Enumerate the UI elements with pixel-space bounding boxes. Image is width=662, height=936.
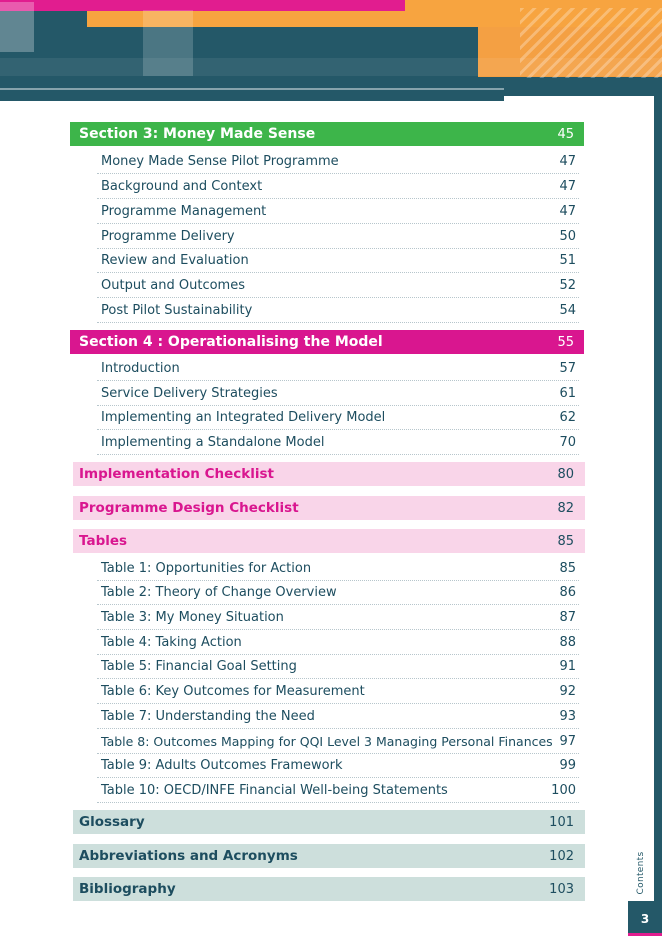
heading-page: 101 xyxy=(549,814,574,830)
section-title: Section 4 : Operationalising the Model xyxy=(79,334,383,350)
entry-page: 61 xyxy=(559,385,576,401)
section-3-heading[interactable] xyxy=(70,122,584,146)
heading-page: 80 xyxy=(557,466,574,482)
entry-page: 91 xyxy=(559,658,576,674)
entry-page: 57 xyxy=(559,360,576,376)
section-page: 55 xyxy=(557,334,574,350)
heading-label: Programme Design Checklist xyxy=(79,500,299,516)
toc-entry[interactable] xyxy=(97,430,579,455)
entry-page: 47 xyxy=(559,178,576,194)
entry-page: 50 xyxy=(559,228,576,244)
entry-page: 54 xyxy=(559,302,576,318)
heading-page: 85 xyxy=(557,533,574,549)
toc-entry[interactable] xyxy=(97,778,579,803)
entry-label: Table 3: My Money Situation xyxy=(101,609,284,625)
entry-page: 85 xyxy=(559,560,576,576)
entry-label: Table 4: Taking Action xyxy=(101,634,242,650)
entry-page: 47 xyxy=(559,153,576,169)
entry-page: 93 xyxy=(559,708,576,724)
bibliography-heading[interactable] xyxy=(73,877,585,901)
toc-entry[interactable] xyxy=(97,381,579,406)
contents-label: Contents xyxy=(636,851,646,895)
tables-heading[interactable] xyxy=(73,529,585,553)
entry-label: Review and Evaluation xyxy=(101,252,249,268)
toc-entry[interactable] xyxy=(97,224,579,249)
toc-entry[interactable] xyxy=(97,630,579,655)
entry-page: 92 xyxy=(559,683,576,699)
toc-entry[interactable] xyxy=(97,753,579,778)
entry-page: 88 xyxy=(559,634,576,650)
programme-design-checklist-heading[interactable] xyxy=(73,496,585,520)
entry-label: Table 5: Financial Goal Setting xyxy=(101,658,297,674)
toc-entry[interactable] xyxy=(97,199,579,224)
toc-entry[interactable] xyxy=(97,405,579,430)
entry-label: Table 2: Theory of Change Overview xyxy=(101,584,337,600)
abbreviations-heading[interactable] xyxy=(73,844,585,868)
toc-entry[interactable] xyxy=(97,273,579,298)
implementation-checklist-heading[interactable] xyxy=(73,462,585,486)
heading-label: Implementation Checklist xyxy=(79,466,274,482)
toc-entry[interactable] xyxy=(97,556,579,581)
page-number: 3 xyxy=(628,901,662,936)
entry-label: Service Delivery Strategies xyxy=(101,385,278,401)
entry-label: Programme Delivery xyxy=(101,228,235,244)
entry-label: Background and Context xyxy=(101,178,263,194)
toc-entry[interactable] xyxy=(97,729,579,754)
entry-page: 99 xyxy=(559,757,576,773)
section-page: 45 xyxy=(557,126,574,142)
entry-label: Output and Outcomes xyxy=(101,277,245,293)
entry-label: Programme Management xyxy=(101,203,267,219)
entry-label: Implementing a Standalone Model xyxy=(101,434,325,450)
toc-entry[interactable] xyxy=(97,174,579,199)
entry-page: 47 xyxy=(559,203,576,219)
entry-page: 62 xyxy=(559,409,576,425)
heading-page: 102 xyxy=(549,848,574,864)
entry-label: Money Made Sense Pilot Programme xyxy=(101,153,339,169)
entry-page: 97 xyxy=(559,733,576,749)
entry-label: Table 7: Understanding the Need xyxy=(101,708,315,724)
toc-entry[interactable] xyxy=(97,704,579,729)
glossary-heading[interactable] xyxy=(73,810,585,834)
toc-entry[interactable] xyxy=(97,149,579,174)
entry-page: 52 xyxy=(559,277,576,293)
entry-label: Table 6: Key Outcomes for Measurement xyxy=(101,683,365,699)
entry-label: Table 8: Outcomes Mapping for QQI Level 3 Managing Personal Finances xyxy=(101,733,553,749)
toc-entry[interactable] xyxy=(97,654,579,679)
toc-entry[interactable] xyxy=(97,580,579,605)
entry-label: Table 1: Opportunities for Action xyxy=(101,560,312,576)
section-4-heading[interactable] xyxy=(70,330,584,354)
toc-entry[interactable] xyxy=(97,605,579,630)
entry-label: Implementing an Integrated Delivery Model xyxy=(101,409,386,425)
entry-page: 70 xyxy=(559,434,576,450)
entry-label: Post Pilot Sustainability xyxy=(101,302,253,318)
toc-entry[interactable] xyxy=(97,298,579,323)
entry-page: 100 xyxy=(551,782,576,798)
entry-label: Introduction xyxy=(101,360,180,376)
entry-label: Table 9: Adults Outcomes Framework xyxy=(101,757,343,773)
heading-page: 82 xyxy=(557,500,574,516)
heading-label: Bibliography xyxy=(79,881,176,897)
toc-entry[interactable] xyxy=(97,248,579,273)
toc-entry[interactable] xyxy=(97,679,579,704)
entry-page: 51 xyxy=(559,252,576,268)
heading-label: Glossary xyxy=(79,814,145,830)
entry-page: 86 xyxy=(559,584,576,600)
heading-page: 103 xyxy=(549,881,574,897)
entry-page: 87 xyxy=(559,609,576,625)
section-title: Section 3: Money Made Sense xyxy=(79,126,316,142)
entry-label: Table 10: OECD/INFE Financial Well-being Statements xyxy=(101,782,448,798)
heading-label: Tables xyxy=(79,533,128,549)
heading-label: Abbreviations and Acronyms xyxy=(79,848,298,864)
toc-entry[interactable] xyxy=(97,356,579,381)
